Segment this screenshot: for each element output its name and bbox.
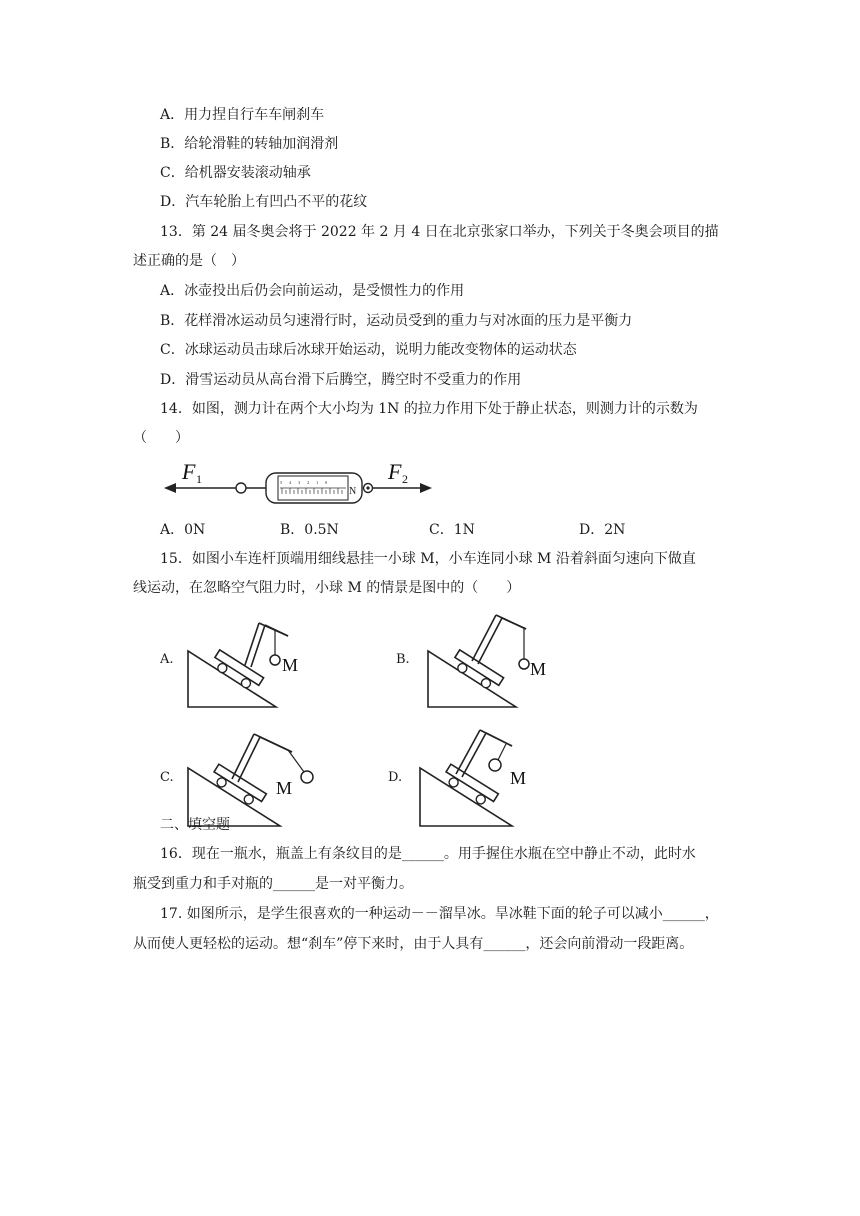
q17-line1: 17. 如图所示，是学生很喜欢的一种运动－－溜旱冰。旱冰鞋下面的轮子可以减小______， <box>160 906 719 922</box>
q13-option-c: C．冰球运动员击球后冰球开始运动，说明力能改变物体的运动状态 <box>160 342 577 358</box>
q14-stem-line2: （ ） <box>133 430 189 446</box>
q14-option-b: B．0.5N <box>280 522 339 538</box>
q14-options <box>160 520 660 540</box>
q12-option-b: B．给轮滑鞋的转轴加润滑剂 <box>160 136 339 152</box>
q16-line1: 16．现在一瓶水，瓶盖上有条纹目的是______。用手握住水瓶在空中静止不动，此时水 <box>160 846 696 862</box>
q15-figure-d-label: D. <box>388 770 403 785</box>
q13-option-a: A．冰壶投出后仍会向前运动，是受惯性力的作用 <box>160 283 465 299</box>
q13-option-b: B．花样滑冰运动员匀速滑行时，运动员受到的重力与对冰面的压力是平衡力 <box>160 313 633 329</box>
svg-text:3: 3 <box>298 480 301 485</box>
q12-option-a: A．用力捏自行车车闸刹车 <box>160 107 325 123</box>
q15-figure-c-label: C. <box>160 770 174 785</box>
q17-line2: 从而使人更轻松的运动。想“刹车”停下来时，由于人具有______，还会向前滑动一段距离。 <box>133 936 694 952</box>
svg-text:5: 5 <box>280 480 283 485</box>
q14-option-d: D．2N <box>579 522 626 538</box>
q15-stem-line1: 15．如图小车连杆顶端用细线悬挂一小球 M，小车连同小球 M 沿着斜面匀速向下做直 <box>160 551 696 567</box>
q15-figure-d <box>412 722 562 834</box>
q15-stem-line2: 线运动，在忽略空气阻力时，小球 M 的情景是图中的（ ） <box>133 580 521 596</box>
section-title-fill-in: 二、填空题 <box>160 817 230 833</box>
q13-stem-line1: 13．第 24 届冬奥会将于 2022 年 2 月 4 日在北京张家口举办，下列关于冬奥会项目的描 <box>160 224 719 240</box>
f1-subscript: 1 <box>196 472 202 486</box>
q15-figure-a <box>180 605 320 715</box>
q13-option-d: D．滑雪运动员从高台滑下后腾空，腾空时不受重力的作用 <box>160 372 522 388</box>
q15-figure-c-ball-label: M <box>276 778 293 798</box>
spring-scale-figure <box>160 455 450 505</box>
q14-option-a: A．0N <box>160 522 206 538</box>
f2-subscript: 2 <box>402 472 408 486</box>
q15-figure-a-ball-label: M <box>282 655 299 675</box>
q16-line2: 瓶受到重力和手对瓶的______是一对平衡力。 <box>133 876 413 892</box>
q15-figure-b <box>420 605 570 715</box>
q12-option-d: D．汽车轮胎上有凹凸不平的花纹 <box>160 194 368 210</box>
svg-text:0: 0 <box>325 480 328 485</box>
q15-figure-d-ball-label: M <box>510 768 527 788</box>
q13-stem-line2: 述正确的是（ ） <box>133 253 245 269</box>
q15-figure-a-label: A. <box>160 652 174 667</box>
q14-stem-line1: 14．如图，测力计在两个大小均为 1N 的拉力作用下处于静止状态，则测力计的示数为 <box>160 401 698 417</box>
unit-label: N <box>349 486 357 497</box>
svg-text:1: 1 <box>316 480 319 485</box>
q15-figure-b-ball-label: M <box>530 659 547 679</box>
f2-label: F <box>388 459 402 484</box>
q12-option-c: C．给机器安装滚动轴承 <box>160 165 311 181</box>
q14-option-c: C．1N <box>429 522 475 538</box>
svg-text:4: 4 <box>289 480 292 485</box>
f1-label: F <box>182 459 196 484</box>
q15-figure-b-label: B. <box>396 652 410 667</box>
svg-text:2: 2 <box>307 480 310 485</box>
